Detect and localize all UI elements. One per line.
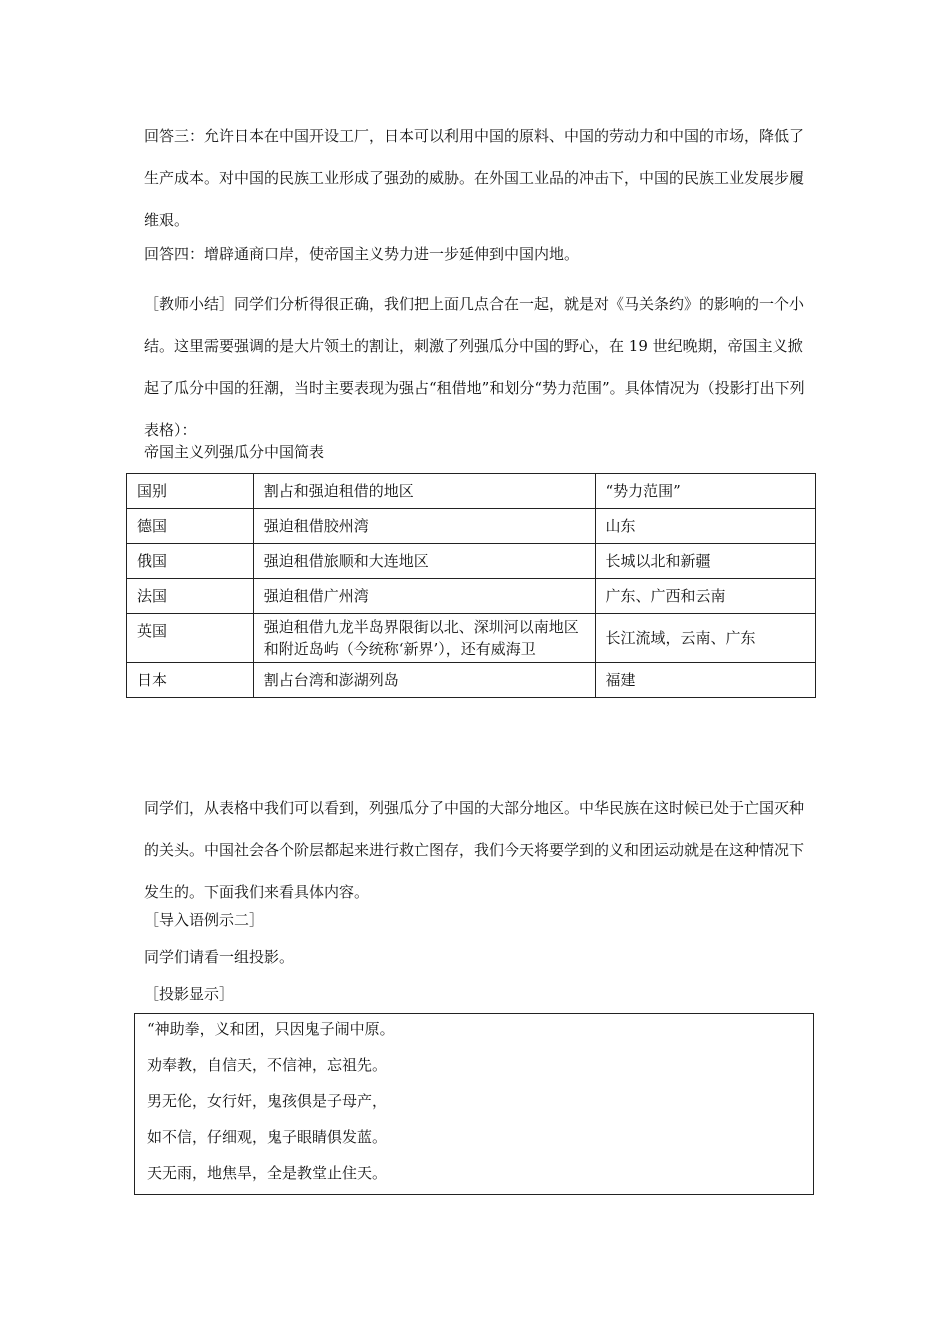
cell-country: 英国 (127, 614, 254, 663)
cell-sphere: 广东、广西和云南 (595, 579, 816, 614)
intro-example-heading: ［导入语例示二］ (144, 911, 265, 929)
poem-line: 天无雨，地焦旱，全是教堂止住天。 (147, 1164, 388, 1182)
after-table-paragraph: 同学们，从表格中我们可以看到，列强瓜分了中国的大部分地区。中华民族在这时候已处于亡国灭种的关头。中国社会各个阶层都起来进行救亡图存，我们今天将要学到的义和团运动就是在这种情况下发生的。下面我们来看具体内容。 (144, 799, 805, 901)
table-row (127, 544, 816, 579)
table-row (127, 579, 816, 614)
header-territory: 割占和强迫租借的地区 (253, 474, 595, 509)
look-projection-line: 同学们请看一组投影。 (144, 948, 295, 966)
poem-line: 男无伦，女行奸，鬼孩俱是子母产， (147, 1092, 388, 1110)
cell-country: 法国 (127, 579, 254, 614)
cell-sphere: 长城以北和新疆 (595, 544, 816, 579)
projection-box (134, 1013, 814, 1195)
projection-label: ［投影显示］ (144, 985, 235, 1003)
header-country: 国别 (127, 474, 254, 509)
poem-line: 如不信，仔细观，鬼子眼睛俱发蓝。 (147, 1128, 388, 1146)
cell-sphere: 山东 (595, 509, 816, 544)
cell-sphere: 福建 (595, 663, 816, 698)
teacher-summary-paragraph: ［教师小结］同学们分析得很正确，我们把上面几点合在一起，就是对《马关条约》的影响的一个小结。这里需要强调的是大片领土的割让，刺激了列强瓜分中国的野心，在 19 世纪晚期，帝国主义掀起了瓜分中国的狂潮，当时主要表现为强占“租借地”和划分“势力范围”。具体情况为（投影打出下列表格）： (144, 295, 805, 439)
answer-four-line: 回答四：增辟通商口岸，使帝国主义势力进一步延伸到中国内地。 (144, 245, 580, 263)
table-row (127, 614, 816, 663)
poem-line: “神助拳，义和团，只因鬼子闹中原。 (147, 1020, 395, 1038)
cell-country: 日本 (127, 663, 254, 698)
cell-territory: 割占台湾和澎湖列岛 (253, 663, 595, 698)
header-sphere: “势力范围” (595, 474, 816, 509)
table-header-row (127, 474, 816, 509)
cell-country: 德国 (127, 509, 254, 544)
cell-sphere: 长江流域，云南、广东 (595, 614, 816, 663)
cell-territory: 强迫租借旅顺和大连地区 (253, 544, 595, 579)
cell-territory: 强迫租借胶州湾 (253, 509, 595, 544)
table-row (127, 509, 816, 544)
cell-territory: 强迫租借九龙半岛界限街以北、深圳河以南地区和附近岛屿（今统称‘新界’），还有威海卫 (253, 614, 595, 663)
answer-three-paragraph: 回答三：允许日本在中国开设工厂，日本可以利用中国的原料、中国的劳动力和中国的市场，降低了生产成本。对中国的民族工业形成了强劲的威胁。在外国工业品的冲击下，中国的民族工业发展步履维艰。 (144, 127, 805, 229)
partition-table (126, 473, 816, 698)
cell-territory: 强迫租借广州湾 (253, 579, 595, 614)
table-row (127, 663, 816, 698)
poem-line: 劝奉教，自信天，不信神，忘祖先。 (147, 1056, 388, 1074)
cell-country: 俄国 (127, 544, 254, 579)
table-title: 帝国主义列强瓜分中国简表 (144, 443, 325, 461)
